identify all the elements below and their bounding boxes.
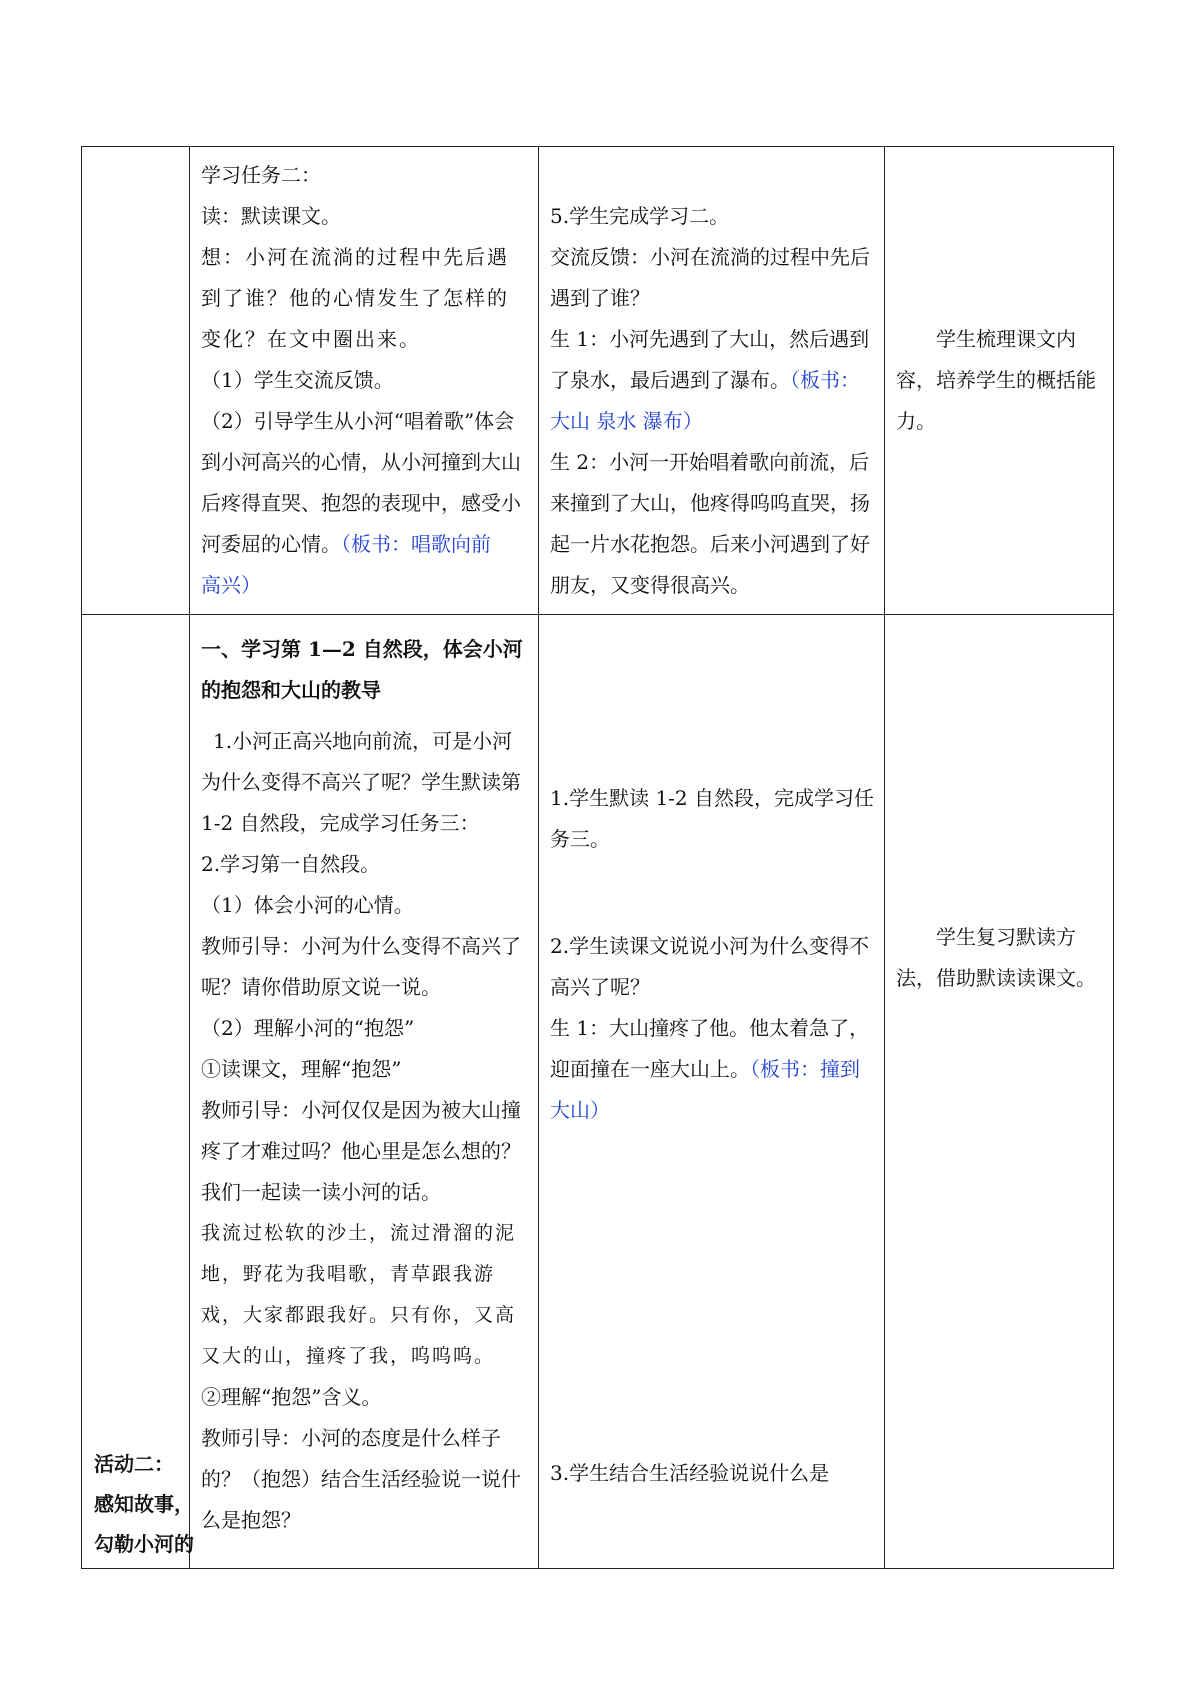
text-quote: 我流过松软的沙土，流过滑溜的泥地，野花为我唱歌，青草跟我游戏，大家都跟我好。只有你，又高又大的山，撞疼了我，呜呜呜。 xyxy=(201,1222,517,1367)
student-step: 1.学生默读 1-2 自然段，完成学习任务三。 xyxy=(550,786,875,851)
teacher-activity-cell xyxy=(190,147,539,615)
student-answer-2: 生 2：小河一开始唱着歌向前流，后来撞到了大山，他疼得呜呜直哭，扬起一片水花抱怨。后来小河遇到了好朋友，又变得很高兴。 xyxy=(550,450,870,597)
board-note: （板书：大山 泉水 瀑布） xyxy=(550,368,860,433)
step-paragraph: （2）理解小河的“抱怨” xyxy=(201,1016,415,1040)
read-instruction: 读：默读课文。 xyxy=(201,204,341,228)
student-answer-1 xyxy=(550,1008,874,1131)
guide-text: （2）引导学生从小河“唱着歌”体会到小河高兴的心情，从小河撞到大山后疼得直哭、抱怨的表现中，感受小河委屈的心情。 xyxy=(201,409,521,556)
board-note: （板书：撞到大山） xyxy=(550,1057,860,1122)
step-paragraph: （1）体会小河的心情。 xyxy=(201,893,414,917)
student-step: 5.学生完成学习二。 xyxy=(550,204,730,228)
activity-cell xyxy=(82,615,194,1569)
task-title: 学习任务二： xyxy=(201,163,321,187)
teacher-guide: 教师引导：小河的态度是什么样子的？（抱怨）结合生活经验说一说什么是抱怨？ xyxy=(201,1426,521,1532)
step-paragraph: 1.小河正高兴地向前流，可是小河为什么变得不高兴了呢？学生默读第 1-2 自然段，完成学习任务三： xyxy=(201,729,521,835)
feedback-step: （1）学生交流反馈。 xyxy=(201,368,394,392)
board-note: （板书：唱歌向前 高兴） xyxy=(201,532,511,597)
design-intent-text: 学生复习默读方法，借助默读读课文。 xyxy=(896,925,1096,990)
section-heading: 一、学习第 1—2 自然段，体会小河的抱怨和大山的教导 xyxy=(201,637,523,702)
design-intent-text: 学生梳理课文内容，培养学生的概括能力。 xyxy=(896,327,1096,433)
table-row xyxy=(82,615,1114,1569)
activity-cell xyxy=(82,147,190,615)
think-instruction: 想：小河在流淌的过程中先后遇到了谁？他的心情发生了怎样的变化？在文中圈出来。 xyxy=(201,245,509,351)
teacher-activity-cell xyxy=(190,615,539,1569)
step-paragraph: 2.学习第一自然段。 xyxy=(201,852,381,876)
step-paragraph: ①读课文，理解“抱怨” xyxy=(201,1057,402,1081)
teacher-guide: 教师引导：小河仅仅是因为被大山撞疼了才难过吗？他心里是怎么想的？我们一起读一读小河的话。 xyxy=(201,1098,521,1204)
table-row xyxy=(82,147,1114,615)
step-paragraph: ②理解“抱怨”含义。 xyxy=(201,1385,382,1409)
activity-line: 活动二： xyxy=(94,1452,174,1476)
activity-line: 感知故事， xyxy=(94,1492,194,1516)
guide-step xyxy=(201,401,528,606)
student-activity-cell xyxy=(539,147,885,615)
student-step: 2.学生读课文说说小河为什么变得不高兴了呢？ xyxy=(550,934,870,999)
answer-text: 生 1：大山撞疼了他。他太着急了，迎面撞在一座大山上。 xyxy=(550,1016,870,1081)
design-intent-cell xyxy=(885,615,1114,1569)
activity-line: 勾勒小河的 xyxy=(94,1532,194,1556)
design-intent-cell xyxy=(885,147,1114,615)
activity-title xyxy=(82,1444,204,1564)
student-activity-cell xyxy=(539,615,885,1569)
answer-text: 生 1：小河先遇到了大山，然后遇到了泉水，最后遇到了瀑布。 xyxy=(550,327,870,392)
student-answer-1 xyxy=(550,319,874,442)
exchange-feedback: 交流反馈：小河在流淌的过程中先后遇到了谁？ xyxy=(550,245,870,310)
lesson-plan-table xyxy=(81,146,1114,1569)
teacher-guide: 教师引导：小河为什么变得不高兴了呢？请你借助原文说一说。 xyxy=(201,934,521,999)
student-step: 3.学生结合生活经验说说什么是 xyxy=(550,1461,830,1485)
